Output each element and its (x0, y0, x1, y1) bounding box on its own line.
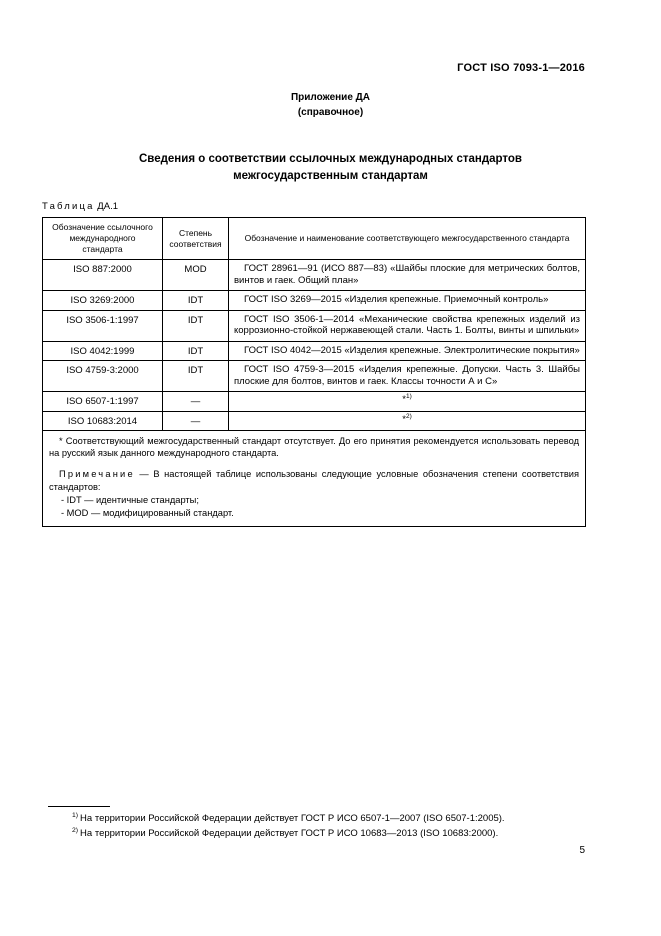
table-notes-section (43, 431, 586, 527)
appendix-heading (0, 90, 661, 120)
table-row (43, 341, 586, 361)
table-row (43, 310, 586, 341)
column-header-degree: Степень соответствия (163, 218, 229, 260)
cell-reference-standard: ISO 887:2000 (43, 260, 163, 291)
footnote-1 (72, 811, 585, 826)
table-notes-cell (43, 431, 586, 527)
absent-standard-asterisk: * (402, 413, 406, 425)
page-footnotes (42, 806, 585, 841)
star-footnote: * Соответствующий межгосударственный стандарт отсутствует. До его принятия рекомендуется использовать перевод на русский язык данного международного стандарта. (49, 436, 579, 459)
footnote-reference-marker: 2) (405, 412, 412, 420)
footnote-reference-marker: 1) (405, 392, 412, 400)
note-label: Примечание (59, 469, 135, 480)
cell-reference-standard: ISO 4759-3:2000 (43, 361, 163, 392)
footnote-1-text: На территории Российской Федерации действует ГОСТ Р ИСО 6507-1—2007 (ISO 6507-1:2005). (80, 813, 505, 824)
cell-reference-standard: ISO 10683:2014 (43, 411, 163, 431)
note-item-idt: - IDT — идентичные стандарты; (61, 494, 199, 505)
cell-matching-standard (229, 411, 586, 431)
cell-reference-standard: ISO 4042:1999 (43, 341, 163, 361)
note-text: — В настоящей таблице использованы следующие условные обозначения степени соответствия стандартов: (49, 469, 579, 492)
cell-degree: — (163, 392, 229, 412)
correspondence-table (42, 217, 586, 527)
section-title (0, 151, 661, 185)
table-row (43, 411, 586, 431)
cell-matching-standard (229, 392, 586, 412)
cell-degree: MOD (163, 260, 229, 291)
cell-matching-standard: ГОСТ ISO 4759-3—2015 «Изделия крепежные. Допуски. Часть 3. Шайбы плоские для болтов, винтов и гаек. Классы точности А и С» (229, 361, 586, 392)
table-note (49, 468, 579, 492)
standard-designation: ГОСТ ISO 7093-1—2016 (457, 62, 585, 74)
table-body (43, 260, 586, 431)
cell-degree: — (163, 411, 229, 431)
cell-matching-standard: ГОСТ ISO 3269—2015 «Изделия крепежные. Приемочный контроль» (229, 291, 586, 311)
table-header-row (43, 218, 586, 260)
table-row (43, 291, 586, 311)
note-item-mod: - MOD — модифицированный стандарт. (61, 508, 234, 519)
cell-degree: IDT (163, 291, 229, 311)
page-number: 5 (579, 845, 585, 856)
table-header (43, 218, 586, 260)
cell-reference-standard: ISO 3269:2000 (43, 291, 163, 311)
cell-degree: IDT (163, 341, 229, 361)
footnote-1-marker: 1) (72, 811, 79, 819)
table-notes-row (43, 431, 586, 527)
table-row (43, 392, 586, 412)
table-row (43, 361, 586, 392)
cell-matching-standard: ГОСТ ISO 3506-1—2014 «Механические свойства крепежных изделий из коррозионно-стойкой нержавеющей стали. Часть 1. Болты, винты и шпильки» (229, 310, 586, 341)
cell-reference-standard: ISO 3506-1:1997 (43, 310, 163, 341)
table-label-number: ДА.1 (97, 201, 118, 212)
column-header-reference-standard: Обозначение ссылочного международного стандарта (43, 218, 163, 260)
cell-degree: IDT (163, 361, 229, 392)
absent-standard-asterisk: * (402, 394, 406, 405)
document-header (42, 62, 585, 74)
footnote-2 (72, 826, 585, 841)
cell-degree: IDT (163, 310, 229, 341)
footnote-2-marker: 2) (72, 826, 79, 834)
cell-matching-standard: ГОСТ ISO 4042—2015 «Изделия крепежные. Электролитические покрытия» (229, 341, 586, 361)
table-label-word: Таблица (42, 201, 95, 212)
footnote-divider (48, 806, 110, 807)
section-title-line2: межгосударственным стандартам (233, 170, 428, 182)
appendix-subtitle: (справочное) (297, 107, 364, 118)
table-label (42, 201, 118, 212)
table-row (43, 260, 586, 291)
appendix-title: Приложение ДА (290, 92, 371, 103)
footnote-2-text: На территории Российской Федерации действует ГОСТ Р ИСО 10683—2013 (ISO 10683:2000). (80, 828, 499, 839)
cell-reference-standard: ISO 6507-1:1997 (43, 392, 163, 412)
section-title-line1: Сведения о соответствии ссылочных международных стандартов (138, 153, 522, 165)
column-header-matching-standard: Обозначение и наименование соответствующего межгосударственного стандарта (229, 218, 586, 260)
cell-matching-standard: ГОСТ 28961—91 (ИСО 887—83) «Шайбы плоские для метрических болтов, винтов и гаек. Общий план» (229, 260, 586, 291)
